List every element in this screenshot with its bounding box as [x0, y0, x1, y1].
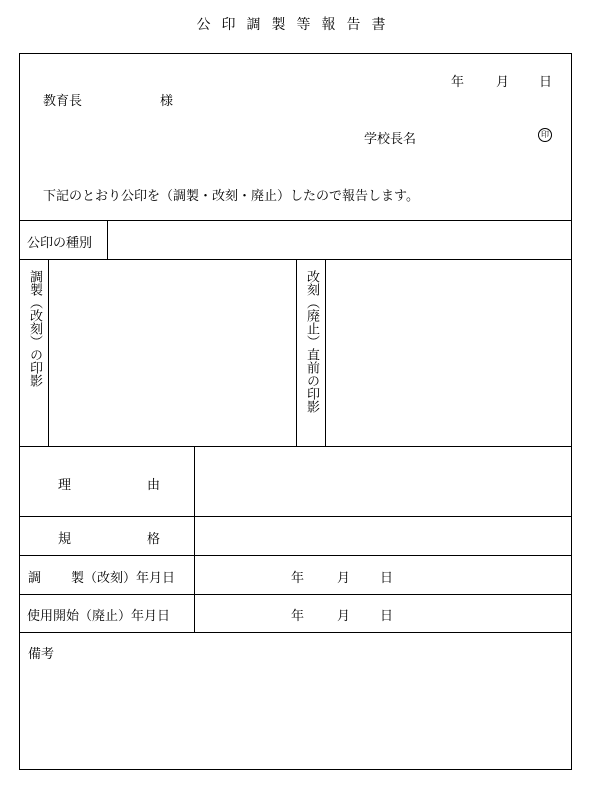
seal-type-field[interactable]: [108, 221, 571, 258]
remarks-field[interactable]: [20, 660, 571, 768]
header-year: 年: [451, 75, 465, 90]
divider: [19, 555, 572, 556]
divider: [19, 594, 572, 595]
seal-type-label: 公印の種別: [27, 236, 93, 251]
principal-label: 学校長名: [364, 132, 417, 147]
addressee: 教育長: [43, 94, 83, 109]
made-date-label: 調: [28, 571, 42, 586]
use-date-label: 使用開始（廃止）年月日: [27, 609, 171, 624]
use-date-year: 年: [291, 609, 305, 624]
divider: [296, 259, 297, 446]
use-date-month: 月: [337, 609, 351, 624]
use-date-day: 日: [380, 609, 394, 624]
made-impression-label: 調製（改刻）の印影: [27, 270, 42, 387]
spec-label: 格: [147, 532, 161, 547]
made-date-day: 日: [380, 571, 394, 586]
before-impression-label: 改刻（廃止）直前の印影: [304, 270, 319, 413]
spec-label: 規: [58, 532, 72, 547]
reason-label: 由: [147, 478, 161, 493]
reason-field[interactable]: [195, 447, 571, 515]
honorific: 様: [160, 94, 174, 109]
before-impression-area[interactable]: [326, 260, 571, 445]
header-day: 日: [539, 75, 553, 90]
made-impression-area[interactable]: [49, 260, 295, 445]
remarks-label: 備考: [28, 647, 55, 662]
made-date-label: 製（改刻）年月日: [71, 571, 176, 586]
statement: 下記のとおり公印を（調製・改刻・廃止）したので報告します。: [43, 189, 419, 204]
made-date-month: 月: [337, 571, 351, 586]
seal-mark-icon: 印: [538, 128, 552, 142]
made-date-year: 年: [291, 571, 305, 586]
reason-label: 理: [58, 478, 72, 493]
divider: [19, 632, 572, 633]
document-title: 公印調製等報告書: [196, 17, 397, 33]
header-month: 月: [496, 75, 510, 90]
spec-field[interactable]: [195, 517, 571, 554]
